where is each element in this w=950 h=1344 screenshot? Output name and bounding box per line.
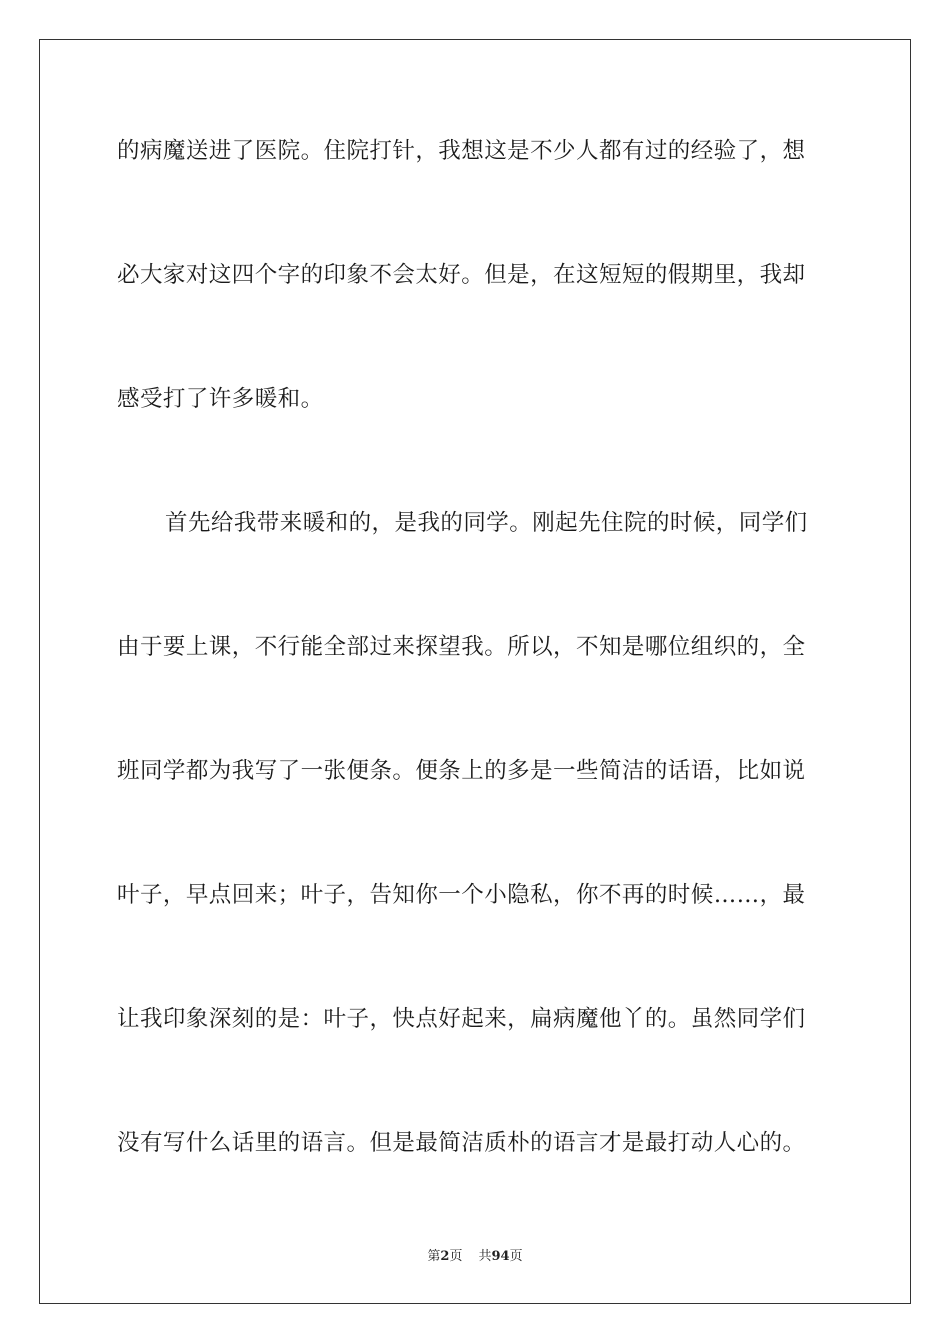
paragraph-line-3: 感受打了许多暖和。 xyxy=(117,386,324,412)
paragraph-line-5: 由于要上课，不行能全部过来探望我。所以，不知是哪位组织的，全 xyxy=(117,634,806,660)
total-prefix: 共 xyxy=(478,1249,492,1264)
paragraph-line-1: 的病魔送进了医院。住院打针，我想这是不少人都有过的经验了，想 xyxy=(117,138,806,164)
page-border xyxy=(39,39,911,1304)
paragraph-line-6: 班同学都为我写了一张便条。便条上的多是一些简洁的话语，比如说 xyxy=(117,758,806,784)
paragraph-line-8: 让我印象深刻的是：叶子，快点好起来，扁病魔他丫的。虽然同学们 xyxy=(117,1006,806,1032)
total-suffix: 页 xyxy=(509,1249,523,1264)
paragraph-line-9: 没有写什么话里的语言。但是最简洁质朴的语言才是最打动人心的。 xyxy=(117,1130,806,1156)
total-pages: 94 xyxy=(491,1249,510,1264)
paragraph-line-2: 必大家对这四个字的印象不会太好。但是，在这短短的假期里，我却 xyxy=(117,262,806,288)
page-number: 2 xyxy=(440,1249,450,1264)
page-suffix: 页 xyxy=(449,1249,463,1264)
page-prefix: 第 xyxy=(427,1249,441,1264)
paragraph-line-7: 叶子，早点回来；叶子，告知你一个小隐私，你不再的时候……，最 xyxy=(117,882,806,908)
page-footer xyxy=(0,1248,950,1266)
paragraph-line-4: 首先给我带来暖和的，是我的同学。刚起先住院的时候，同学们 xyxy=(165,510,808,536)
